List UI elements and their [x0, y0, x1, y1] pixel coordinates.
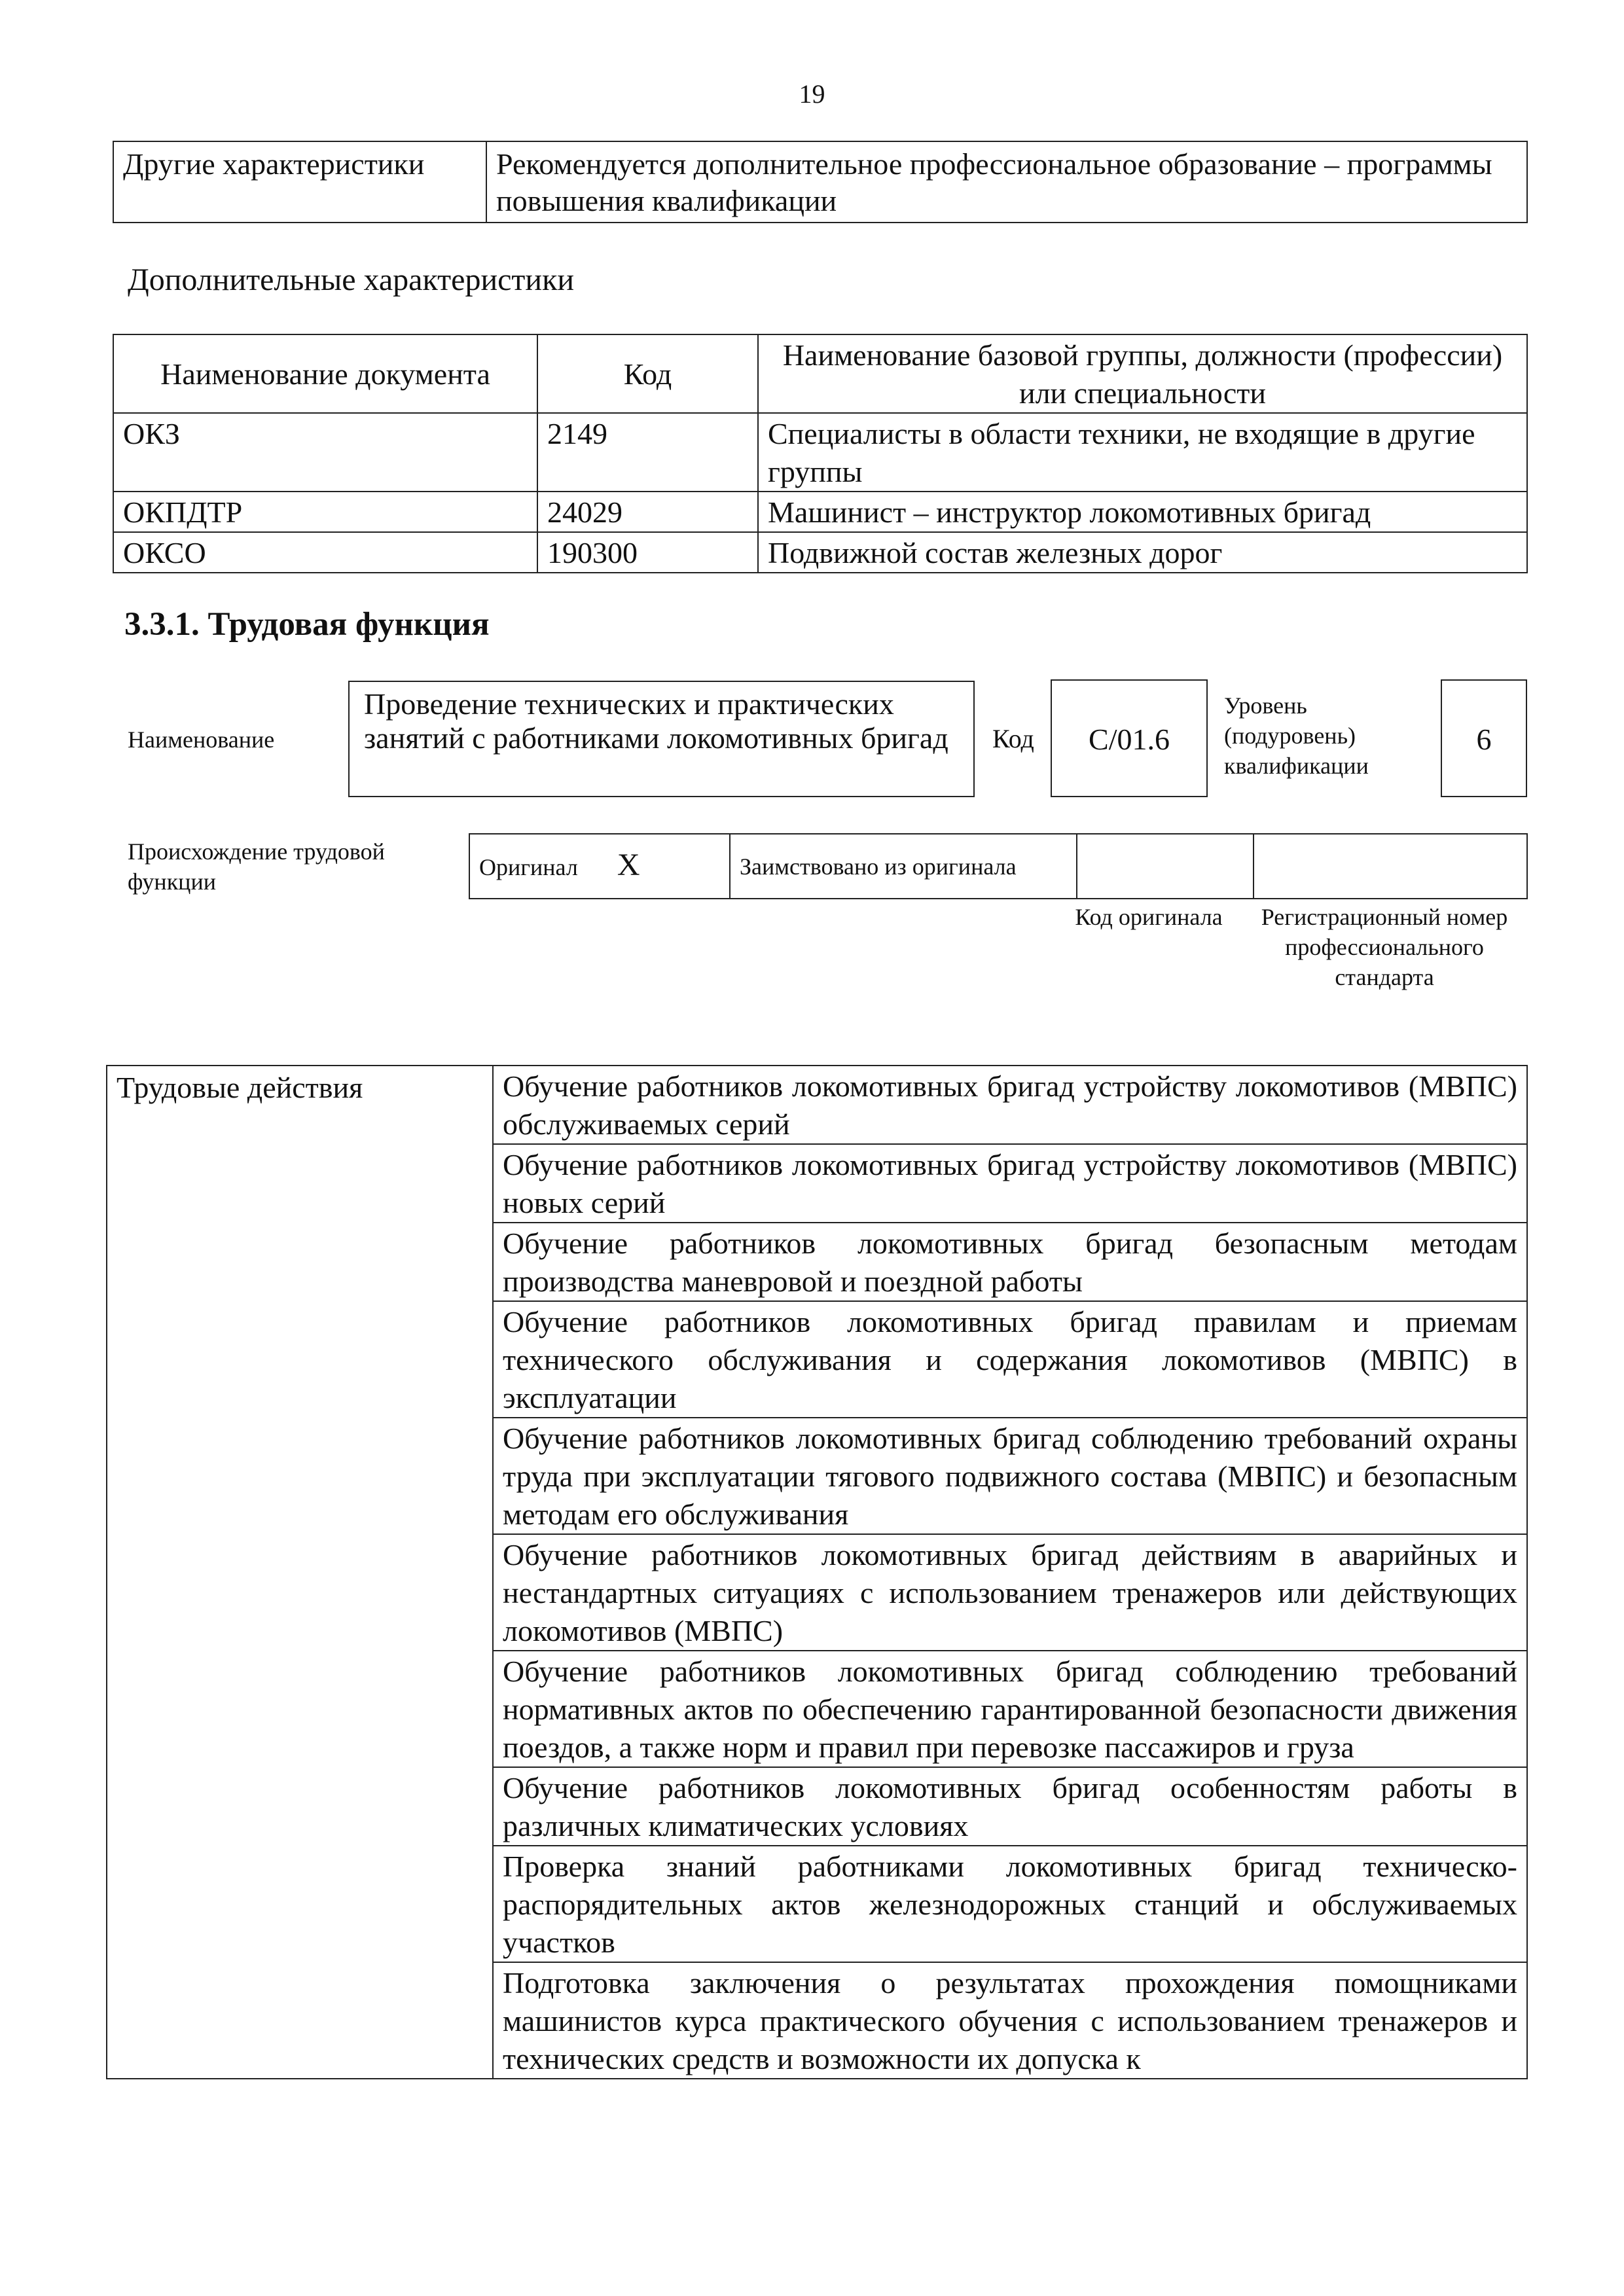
table-cell: 190300 [537, 532, 758, 573]
labor-action-item: Обучение работников локомотивных бригад особенностям работы в различных климатических условиях [493, 1767, 1527, 1846]
qualification-level-value: 6 [1441, 679, 1527, 797]
labor-actions-label: Трудовые действия [107, 1066, 493, 2079]
function-origin-table [469, 833, 1528, 899]
table-row [469, 834, 1527, 899]
column-header-document: Наименование документа [113, 334, 537, 413]
table-cell: Специалисты в области техники, не входящие в другие группы [758, 413, 1527, 492]
labor-action-item: Обучение работников локомотивных бригад безопасным методам производства маневровой и поездной работы [493, 1223, 1527, 1301]
labor-action-item: Обучение работников локомотивных бригад правилам и приемам технического обслуживания и содержания локомотивов (МВПС) в эксплуатации [493, 1301, 1527, 1418]
function-name-label: Наименование [128, 726, 275, 753]
labor-action-item: Обучение работников локомотивных бригад действиям в аварийных и нестандартных ситуациях с использованием тренажеров или действующих локомотивов (МВПС) [493, 1534, 1527, 1651]
table-row [107, 1066, 1527, 1144]
labor-action-item: Обучение работников локомотивных бригад устройству локомотивов (МВПС) новых серий [493, 1144, 1527, 1223]
table-cell: 2149 [537, 413, 758, 492]
table-cell: Машинист – инструктор локомотивных бригад [758, 492, 1527, 532]
table-cell: ОКПДТР [113, 492, 537, 532]
column-header-code: Код [537, 334, 758, 413]
additional-characteristics-heading: Дополнительные характеристики [128, 262, 575, 297]
function-code-value: C/01.6 [1051, 679, 1208, 797]
labor-action-item: Обучение работников локомотивных бригад устройству локомотивов (МВПС) обслуживаемых серий [493, 1066, 1527, 1144]
function-code-label: Код [992, 724, 1034, 753]
table-row [113, 492, 1527, 532]
labor-action-item: Обучение работников локомотивных бригад соблюдению требований охраны труда при эксплуатации тягового подвижного состава (МВПС) и безопасным методам его обслуживания [493, 1418, 1527, 1534]
table-row [113, 532, 1527, 573]
function-name-value: Проведение технических и практических занятий с работниками локомотивных бригад [348, 681, 975, 797]
labor-action-item: Проверка знаний работниками локомотивных бригад техническо-распорядительных актов железнодорожных станций и обслуживаемых участков [493, 1846, 1527, 1962]
qualification-level-label: Уровень (подуровень) квалификации [1224, 692, 1369, 779]
labor-action-item: Обучение работников локомотивных бригад соблюдению требований нормативных актов по обеспечению гарантированной безопасности движения поездов, а также норм и правил при перевозке пассажиров и груза [493, 1651, 1527, 1767]
origin-code-cell [1077, 834, 1254, 899]
labor-actions-table [106, 1065, 1528, 2079]
origin-borrowed-label: Заимствовано из оригинала [730, 834, 1077, 899]
table-cell: 24029 [537, 492, 758, 532]
function-origin-label: Происхождение трудовой функции [128, 838, 385, 895]
origin-original-mark: X [617, 848, 640, 882]
table-row [113, 413, 1527, 492]
table-header-row [113, 334, 1527, 413]
code-original-caption: Код оригинала [1075, 904, 1223, 930]
registration-number-caption: Регистрационный номер профессионального стандарта [1261, 904, 1508, 990]
table-cell: Подвижной состав железных дорог [758, 532, 1527, 573]
additional-characteristics-table [113, 334, 1528, 573]
labor-action-item: Подготовка заключения о результатах прохождения помощниками машинистов курса практического обучения с использованием тренажеров и технических средств и возможности их допуска к [493, 1962, 1527, 2079]
labor-function-heading: 3.3.1. Трудовая функция [124, 606, 490, 643]
page-number: 19 [799, 79, 825, 109]
other-characteristics-label: Другие характеристики [113, 141, 486, 223]
table-cell: ОКСО [113, 532, 537, 573]
origin-regnum-cell [1254, 834, 1527, 899]
other-characteristics-value: Рекомендуется дополнительное профессиональное образование – программы повышения квалификации [486, 141, 1527, 223]
origin-original-cell [469, 834, 730, 899]
table-cell: ОКЗ [113, 413, 537, 492]
other-characteristics-table [113, 141, 1528, 223]
origin-original-label: Оригинал [479, 854, 578, 880]
table-row [113, 141, 1527, 223]
column-header-group-name: Наименование базовой группы, должности (профессии) или специальности [758, 334, 1527, 413]
